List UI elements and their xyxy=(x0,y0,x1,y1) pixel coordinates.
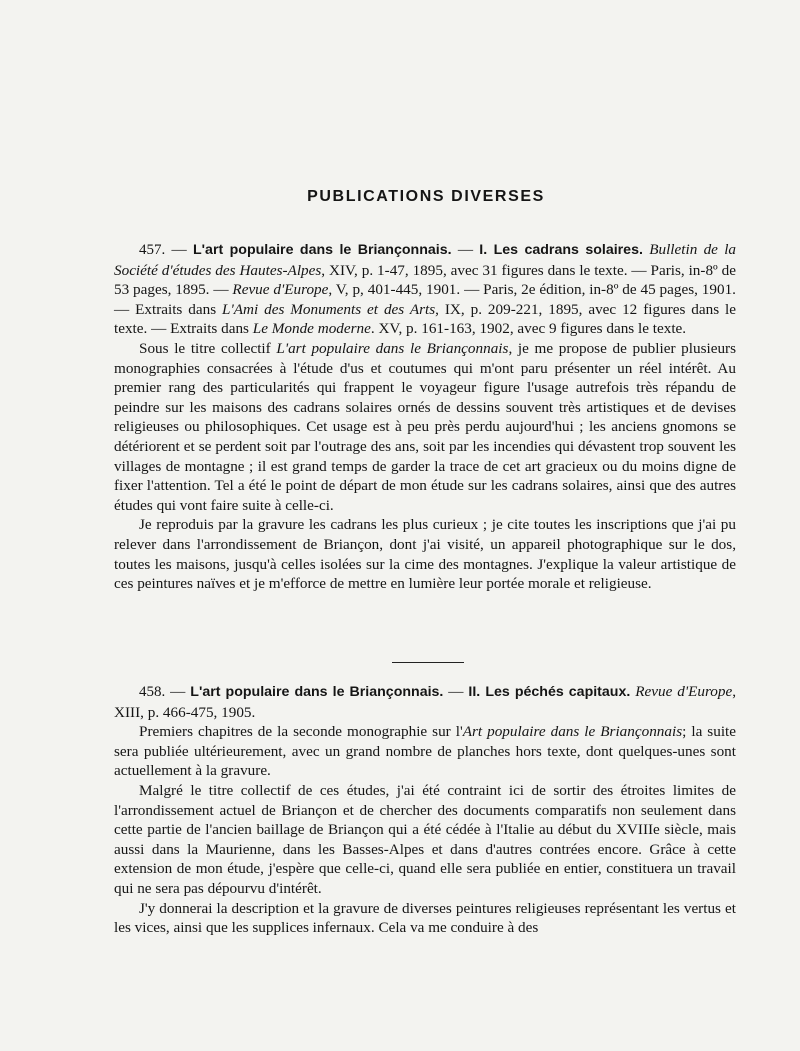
entry-number: 457. xyxy=(139,242,166,258)
dash: — xyxy=(165,241,194,258)
paragraph-text: Premiers chapitres de la seconde monographie sur l' xyxy=(139,723,463,741)
body-paragraph xyxy=(114,722,736,781)
section-heading: PUBLICATIONS DIVERSES xyxy=(307,188,545,205)
entry-title: L'art populaire dans le Briançonnais. xyxy=(193,242,452,258)
reference-journal: Revue d'Europe xyxy=(232,281,329,299)
reference-journal: Bulletin de la Société d'études des Hautes-Alpes xyxy=(114,241,737,279)
dash: — xyxy=(451,241,480,258)
reference-journal: Le Monde moderne xyxy=(252,320,371,338)
body-paragraph xyxy=(114,339,736,515)
reference-details: , XIII, p. 466-475, 1905. xyxy=(114,683,737,721)
paragraph-text: , je me propose de publier plusieurs monographies consacrées à l'étude d'us et coutumes qui m'ont paru présenter un réel intérêt. Au premier rang des particularités qui frappent le voyageur figure l'usage autrefois très répandu de peindre sur les maisons des cadrans solaires ornés de dessins souvent très artistiques et de devises religieuses ou philosophiques. Cet usage est à peu près perdu aujourd'hui ; les anciens gnomons se détériorent et se perdent soit par l'outrage des ans, soit par les incendies qui dévastent trop souvent les villages de montagne ; il est grand temps de garder la trace de cet art gracieux ou du moins digne de fixer l'attention. Tel a été le point de départ de mon étude sur les cadrans solaires, ainsi que des autres études qui vont faire suite à celle-ci. xyxy=(114,339,737,514)
series-title: L'art populaire dans le Briançonnais xyxy=(276,339,509,357)
dash: — xyxy=(165,683,191,700)
reference-details: , XIV, p. 1-47, 1895, avec 31 figures dans le texte. — Paris, in-8º de 53 pages, 1895. — xyxy=(114,261,737,299)
reference-details: , IX, p. 209-221, 1895, avec 12 figures dans le texte. — Extraits dans xyxy=(114,300,737,338)
reference-details: , V, p, 401-445, 1901. — Paris, 2e édition, in-8º de 45 pages, 1901. — Extraits dans xyxy=(114,281,736,318)
separator-rule xyxy=(392,662,464,663)
dash: — xyxy=(443,683,469,700)
body-paragraph: J'y donnerai la description et la gravure de diverses peintures religieuses représentant les vertus et les vices, ainsi que les supplices infernaux. Cela va me conduire à des xyxy=(114,899,736,937)
body-paragraph: Je reproduis par la gravure les cadrans les plus curieux ; je cite toutes les inscriptions que j'ai pu relever dans l'arrondissement de Briançon, dont j'ai visité, un appareil photographique sur le dos, toutes les maisons, jusqu'à celles isolées sur la cime des montagnes. J'explique la valeur artistique de ces peintures naïves et je m'efforce de mettre en lumière leur portée morale et religieuse. xyxy=(114,516,736,593)
reference-journal: Revue d'Europe xyxy=(635,683,733,700)
bibliography-entry-458 xyxy=(114,682,736,938)
reference-details: . XV, p. 161-163, 1902, avec 9 figures dans le texte. xyxy=(370,320,687,338)
series-title: Art populaire dans le Briançonnais xyxy=(462,723,683,741)
entry-reference xyxy=(114,240,736,339)
entry-subtitle: II. Les péchés capitaux. xyxy=(468,684,631,700)
entry-reference xyxy=(114,682,736,722)
paragraph-text: Sous le titre collectif xyxy=(139,339,277,357)
entry-title: L'art populaire dans le Briançonnais. xyxy=(190,684,444,700)
paragraph-text: ; la suite sera publiée ultérieurement, avec un grand nombre de planches hors texte, dont quelques-unes sont actuellement à la gravure. xyxy=(114,723,736,780)
body-paragraph: Malgré le titre collectif de ces études, j'ai été contraint ici de sortir des étroites limites de l'arrondissement actuel de Briançon et de chercher des documents comparatifs non seulement dans cette partie de l'ancien baillage de Briançon qui a été cédée à l'Italie au début du XVIIIe siècle, mais aussi dans la Maurienne, dans les Basses-Alpes et dans d'autres contrées encore. Grâce à cette extension de mon étude, j'espère que celle-ci, quand elle sera publiée en entier, constituera un travail qui ne sera pas dépourvu d'intérêt. xyxy=(114,781,736,897)
reference-journal: L'Ami des Monuments et des Arts xyxy=(222,300,436,318)
entry-number: 458. xyxy=(139,684,166,700)
entry-subtitle: I. Les cadrans solaires. xyxy=(479,242,643,258)
bibliography-entry-457 xyxy=(114,240,736,594)
